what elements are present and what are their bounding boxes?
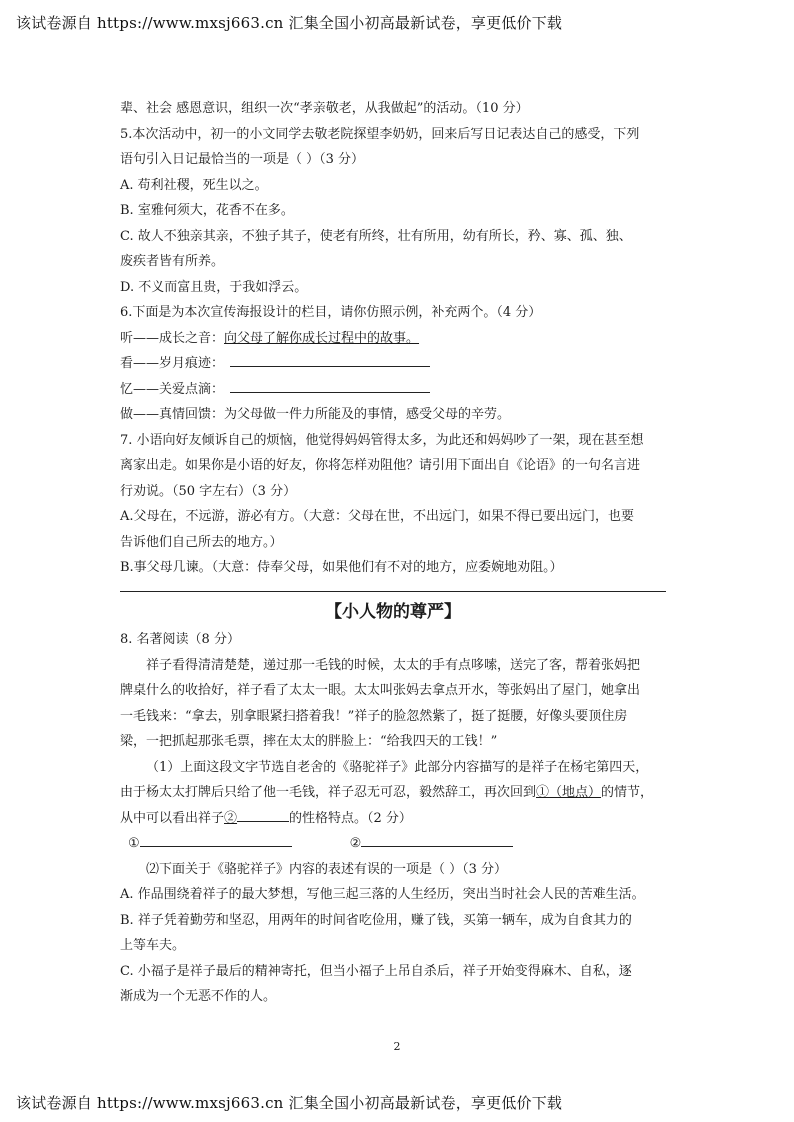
answer-blank[interactable]	[230, 378, 430, 393]
text-line: 语句引入日记最恰当的一项是（ ）（3 分）	[120, 152, 365, 167]
text-line	[120, 780, 680, 806]
passage-line: 梁，一把抓起那张毛票，摔在太太的胖脸上：“给我四天的工钱！”	[120, 734, 498, 749]
text-line: 废疾者皆有所养。	[120, 254, 225, 269]
text-span: 的情节，	[601, 785, 654, 800]
exam-content	[120, 96, 680, 1010]
text-line	[120, 806, 680, 832]
column-example: 向父母了解你成长过程中的故事。	[224, 330, 420, 346]
question-5: 5.本次活动中，初一的小文同学去敬老院探望李奶奶，回来后写日记表达自己的感受，下列	[120, 126, 640, 142]
page-number: 2	[393, 1040, 401, 1053]
text-line: 辈、社会 感恩意识，组织一次“孝亲敬老，从我做起”的活动。（10 分）	[120, 101, 529, 116]
text-span: 从中可以看出祥子	[120, 810, 225, 826]
option-a: A. 苟利社稷，死生以之。	[120, 177, 268, 193]
option-d: D. 不义而富且贵，于我如浮云。	[120, 279, 308, 295]
column-look	[120, 351, 680, 377]
answer-blank[interactable]	[361, 832, 513, 847]
section-divider	[120, 591, 666, 592]
column-label: 忆——关爱点滴：	[120, 381, 225, 397]
source-banner-bottom: 该试卷源自 https://www.mxsj663.cn 汇集全国小初高最新试卷，享更低价下载	[16, 1094, 563, 1112]
answer-blank[interactable]	[230, 352, 430, 367]
quote-a: A.父母在，不远游，游必有方。（大意：父母在世，不出远门，如果不得已要出远门，也要	[120, 509, 635, 524]
column-listen	[120, 326, 680, 352]
passage-line: 祥子看得清清楚楚，递过那一毛钱的时候，太太的手有点哆嗦，送完了客，帮着张妈把	[146, 657, 641, 673]
passage-line: 牌桌什么的收拾好，祥子看了太太一眼。太太叫张妈去拿点开水，等张妈出了屋门，她拿出	[120, 683, 641, 698]
answer-blank[interactable]	[237, 807, 289, 822]
option-b: B. 祥子凭着勤劳和坚忍，用两年的时间省吃俭用，赚了钱，买第一辆车，成为自食其力的	[120, 912, 632, 928]
trait-mark: ②	[224, 810, 238, 826]
option-c: C. 小福子是祥子最后的精神寄托，但当小福子上吊自杀后，祥子开始变得麻木、自私，逐	[120, 963, 632, 979]
column-label: 看——岁月痕迹：	[120, 356, 225, 371]
option-b: B. 室雅何须大，花香不在多。	[120, 203, 294, 218]
text-line: 上等车夫。	[120, 938, 186, 953]
text-span: 由于杨太太打牌后只给了他一毛钱，祥子忍无可忍，毅然辞工，再次回到	[120, 785, 537, 800]
question-8: 8. 名著阅读（8 分）	[120, 632, 240, 647]
text-line: 离家出走。如果你是小语的好友，你将怎样劝阻他？请引用下面出自《论语》的一句名言进	[120, 458, 641, 473]
answer-blank[interactable]	[140, 832, 292, 847]
column-label: 听——成长之音：	[120, 330, 225, 346]
column-do: 做——真情回馈：为父母做一件力所能及的事情，感受父母的辛劳。	[120, 407, 511, 422]
question-8-1: （1）上面这段文字节选自老舍的《骆驼祥子》此部分内容描写的是祥子在杨宅第四天，	[146, 759, 649, 775]
source-banner-top: 该试卷源自 https://www.mxsj663.cn 汇集全国小初高最新试卷，享更低价下载	[16, 14, 563, 32]
text-line: 渐成为一个无恶不作的人。	[120, 989, 277, 1004]
answer-label: ①	[128, 836, 140, 851]
text-line: 告诉他们自己所去的地方。）	[120, 534, 283, 550]
section-title: 【小人物的尊严】	[325, 601, 461, 622]
answer-line	[120, 831, 680, 857]
question-8-2: ⑵下面关于《骆驼祥子》内容的表述有误的一项是（ ）（3 分）	[146, 861, 508, 877]
question-7: 7. 小语向好友倾诉自己的烦恼，他觉得妈妈管得太多，为此还和妈妈吵了一架，现在甚至想	[120, 432, 644, 448]
option-c: C. 故人不独亲其亲，不独子其子，使老有所终，壮有所用，幼有所长，矜、寡、孤、独、	[120, 228, 632, 244]
column-recall	[120, 377, 680, 403]
quote-b: B.事父母几谏。（大意：侍奉父母，如果他们有不对的地方，应委婉地劝阻。）	[120, 560, 563, 575]
text-line: 行劝说。（50 字左右）（3 分）	[120, 483, 297, 499]
location-blank: ①（地点）	[536, 785, 602, 800]
option-a: A. 作品围绕着祥子的最大梦想，写他三起三落的人生经历，突出当时社会人民的苦难生活。	[120, 887, 645, 902]
text-span: 的性格特点。（2 分）	[289, 810, 412, 826]
answer-label: ②	[349, 836, 362, 851]
question-6: 6.下面是为本次宣传海报设计的栏目，请你仿照示例，补充两个。（4 分）	[120, 305, 542, 320]
passage-line: 一毛钱来：“拿去，别拿眼紧扫搭着我！”祥子的脸忽然紫了，挺了挺腰，好像头要顶住房	[120, 708, 628, 724]
